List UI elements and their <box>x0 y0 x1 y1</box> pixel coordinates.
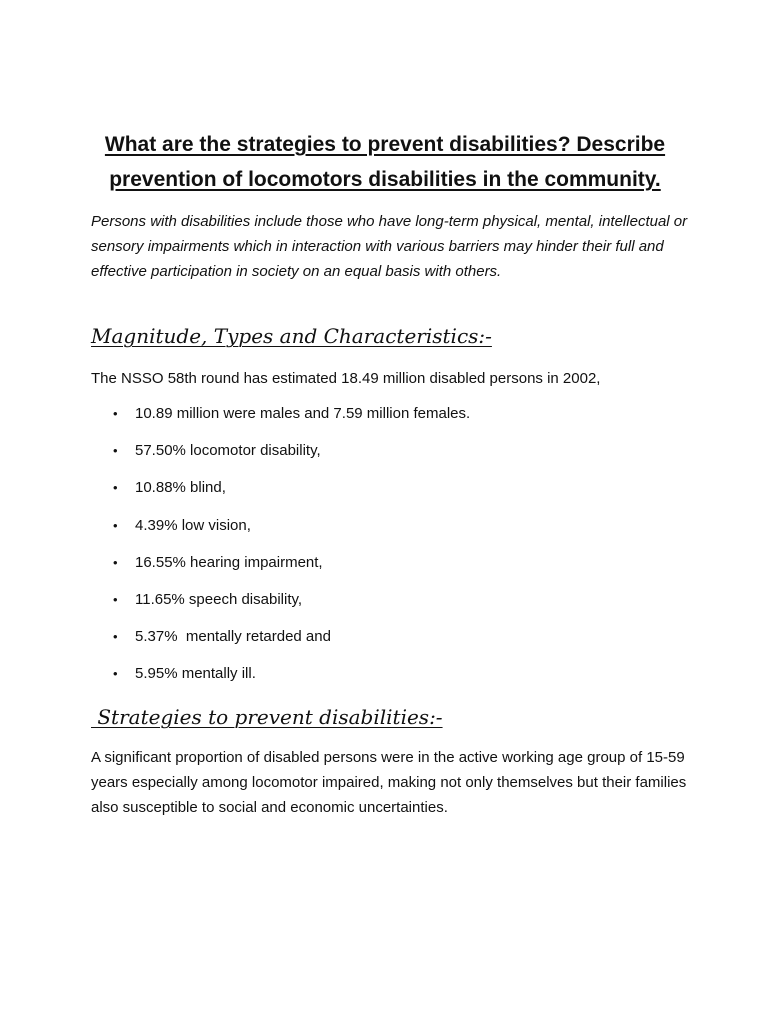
list-item-text: 10.88% blind, <box>135 479 226 497</box>
list-item <box>113 587 673 624</box>
list-item <box>113 624 673 661</box>
list-item-text: 10.89 million were males and 7.59 million females. <box>135 405 471 422</box>
bullet-icon: • <box>113 517 118 533</box>
bullet-icon: • <box>113 443 118 459</box>
nsso-estimate-paragraph: The NSSO 58th round has estimated 18.49 million disabled persons in 2002, <box>91 370 601 387</box>
list-item <box>113 550 673 587</box>
bullet-icon: • <box>113 480 118 496</box>
list-item <box>113 661 673 698</box>
list-item-text: 57.50% locomotor disability, <box>135 442 321 460</box>
list-item-text: 11.65% speech disability, <box>135 590 303 608</box>
list-item <box>113 438 673 475</box>
list-item <box>113 475 673 512</box>
document-title: What are the strategies to prevent disabilities? Describe prevention of locomotors disabilities in the community. <box>104 133 666 191</box>
bullet-icon: • <box>113 629 118 645</box>
strategies-paragraph: A significant proportion of disabled persons were in the active working age group of 15-59 years especially among locomotor impaired, making not only themselves but their families also susceptible to social and economic uncertainties. <box>91 749 687 816</box>
statistics-list <box>113 401 673 699</box>
bullet-icon: • <box>113 554 118 570</box>
intro-paragraph: Persons with disabilities include those who have long-term physical, mental, intellectual or sensory impairments which in interaction with various barriers may hinder their full and effective participation in society on an equal basis with others. <box>91 213 688 280</box>
list-item-text: 5.37% mentally retarded and <box>135 628 331 646</box>
list-item-text: 16.55% hearing impairment, <box>135 553 323 571</box>
list-item <box>113 401 673 438</box>
list-item <box>113 513 673 550</box>
magnitude-heading: Magnitude, Types and Characteristics:- <box>91 324 492 348</box>
strategies-heading: Strategies to prevent disabilities:- <box>91 705 443 729</box>
bullet-icon: • <box>113 591 118 607</box>
bullet-icon: • <box>113 666 118 682</box>
bullet-icon: • <box>113 406 118 421</box>
list-item-text: 4.39% low vision, <box>135 516 251 534</box>
list-item-text: 5.95% mentally ill. <box>135 665 256 683</box>
